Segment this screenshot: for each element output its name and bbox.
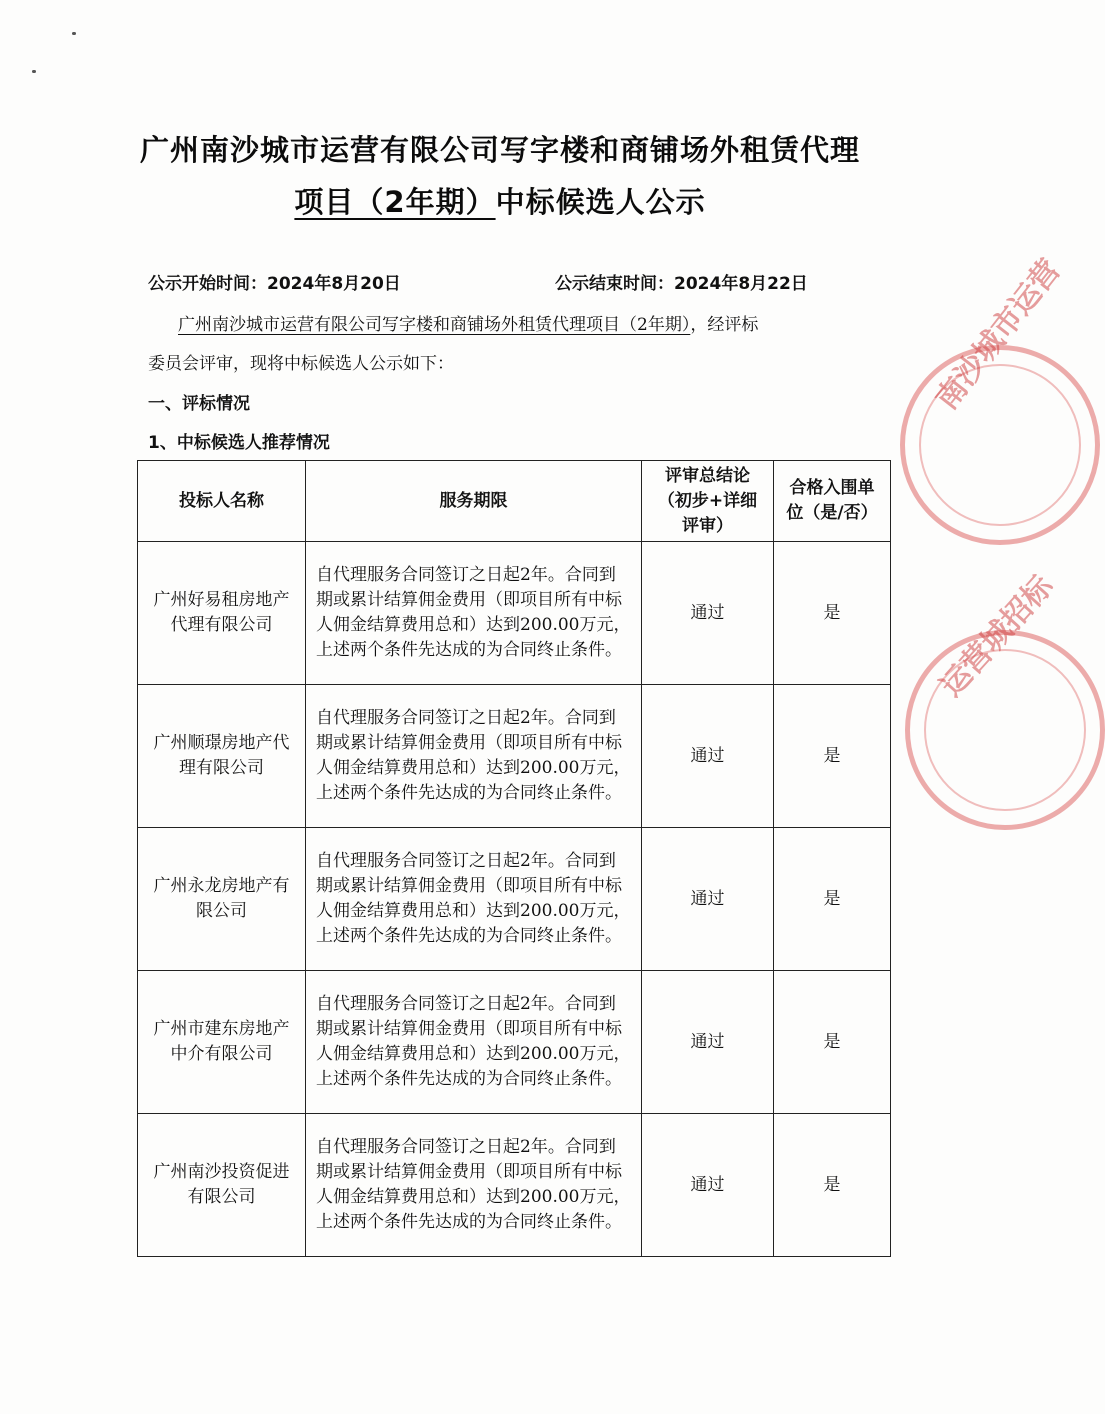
header-service-period: 服务期限 [306,461,642,542]
qualified-flag: 是 [774,971,891,1114]
review-result: 通过 [642,685,774,828]
seal-text: 运营城招标 [933,568,1061,704]
table-row [138,685,891,828]
service-period: 自代理服务合同签订之日起2年。合同到期或累计结算佣金费用（即项目所有中标人佣金结算费用总和）达到200.00万元，上述两个条件先达成的为合同终止条件。 [306,685,642,828]
candidate-table [137,460,891,1257]
title-project-period: 项目（2年期） [294,185,496,219]
scan-speck [32,70,36,73]
review-result: 通过 [642,1114,774,1257]
review-result: 通过 [642,828,774,971]
intro-paragraph-line2: 委员会评审，现将中标候选人公示如下： [148,354,454,374]
red-seal-stamp [900,253,1100,545]
header-bidder-name: 投标人名称 [138,461,306,542]
qualified-flag: 是 [774,1114,891,1257]
qualified-flag: 是 [774,685,891,828]
table-row [138,1114,891,1257]
intro-after-project: ，经评标 [690,315,759,335]
notice-start-date: 公示开始时间：2024年8月20日 [148,274,401,294]
service-period: 自代理服务合同签订之日起2年。合同到期或累计结算佣金费用（即项目所有中标人佣金结算费用总和）达到200.00万元，上述两个条件先达成的为合同终止条件。 [306,542,642,685]
header-qualified: 合格入围单位（是/否） [774,461,891,542]
qualified-flag: 是 [774,828,891,971]
section-heading: 一、评标情况 [148,394,250,414]
bidder-name: 广州市建东房地产中介有限公司 [138,971,306,1114]
document-title-line2 [0,180,1000,221]
scan-speck [72,32,76,35]
table-row [138,542,891,685]
title-notice: 中标候选人公示 [495,185,706,219]
review-result: 通过 [642,542,774,685]
notice-end-date: 公示结束时间：2024年8月22日 [555,274,808,294]
subsection-heading: 1、中标候选人推荐情况 [148,433,330,453]
table-row [138,971,891,1114]
bidder-name: 广州好易租房地产代理有限公司 [138,542,306,685]
document-title-line1: 广州南沙城市运营有限公司写字楼和商铺场外租赁代理 [139,133,860,167]
red-seal-stamp [905,568,1105,830]
intro-paragraph-line1 [178,312,758,338]
bidder-name: 广州顺璟房地产代理有限公司 [138,685,306,828]
service-period: 自代理服务合同签订之日起2年。合同到期或累计结算佣金费用（即项目所有中标人佣金结算费用总和）达到200.00万元，上述两个条件先达成的为合同终止条件。 [306,828,642,971]
service-period: 自代理服务合同签订之日起2年。合同到期或累计结算佣金费用（即项目所有中标人佣金结算费用总和）达到200.00万元，上述两个条件先达成的为合同终止条件。 [306,1114,642,1257]
qualified-flag: 是 [774,542,891,685]
table-header-row [138,461,891,542]
intro-project-name: 广州南沙城市运营有限公司写字楼和商铺场外租赁代理项目（2年期） [178,315,691,335]
table-row [138,828,891,971]
service-period: 自代理服务合同签订之日起2年。合同到期或累计结算佣金费用（即项目所有中标人佣金结算费用总和）达到200.00万元，上述两个条件先达成的为合同终止条件。 [306,971,642,1114]
bidder-name: 广州永龙房地产有限公司 [138,828,306,971]
header-review-result: 评审总结论（初步+详细评审） [642,461,774,542]
review-result: 通过 [642,971,774,1114]
bidder-name: 广州南沙投资促进有限公司 [138,1114,306,1257]
seal-text: 南沙城市运营 [929,253,1068,417]
